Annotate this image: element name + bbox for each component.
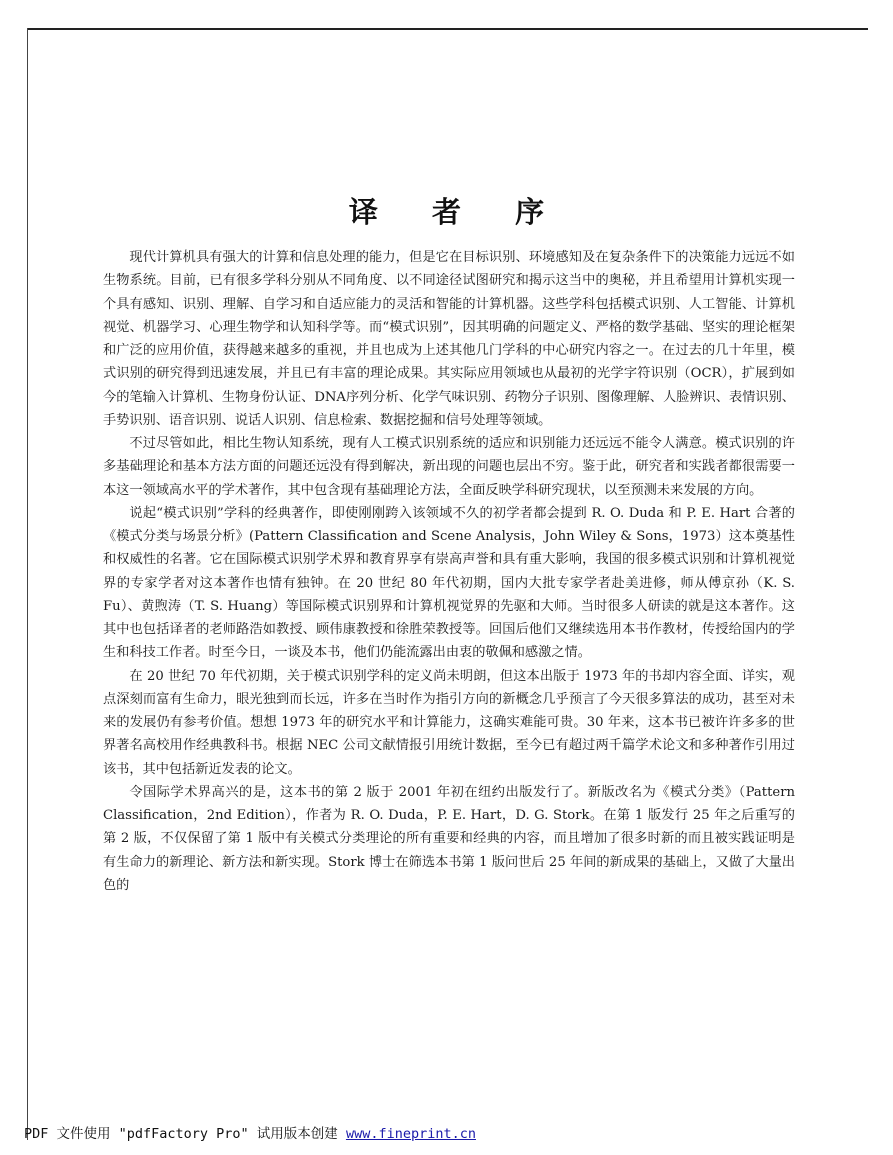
body-text bbox=[103, 246, 795, 897]
paragraph-2: 不过尽管如此，相比生物认知系统，现有人工模式识别系统的适应和识别能力还远远不能令人满意。模式识别的许多基础理论和基本方法方面的问题还远没有得到解决，新出现的问题也层出不穷。鉴于此，研究者和实践者都很需要一本这一领域高水平的学术著作，其中包含现有基础理论方法，全面反映学科研究现状，以至预测未来发展的方向。 bbox=[103, 436, 795, 498]
footer-text: PDF 文件使用 "pdfFactory Pro" 试用版本创建 bbox=[24, 1126, 346, 1142]
pdf-footer bbox=[24, 1122, 476, 1142]
footer-link[interactable]: www.fineprint.cn bbox=[345, 1126, 476, 1142]
paragraph-1: 现代计算机具有强大的计算和信息处理的能力，但是它在目标识别、环境感知及在复杂条件下的决策能力远远不如生物系统。目前，已有很多学科分别从不同角度、以不同途径试图研究和揭示这当中的奥秘，并且希望用计算机实现一个具有感知、识别、理解、自学习和自适应能力的灵活和智能的计算机器。这些学科包括模式识别、人工智能、计算机视觉、机器学习、心理生物学和认知科学等。而“模式识别”，因其明确的问题定义、严格的数学基础、坚实的理论框架和广泛的应用价值，获得越来越多的重视，并且也成为上述其他几门学科的中心研究内容之一。在过去的几十年里，模式识别的研究得到迅速发展，并且已有丰富的理论成果。其实际应用领域也从最初的光学字符识别（OCR），扩展到如今的笔输入计算机、生物身份认证、DNA序列分析、化学气味识别、药物分子识别、图像理解、人脸辨识、表情识别、手势识别、语音识别、说话人识别、信息检索、数据挖掘和信号处理等领域。 bbox=[103, 250, 795, 428]
top-border-rule bbox=[27, 28, 868, 30]
paragraph-5: 令国际学术界高兴的是，这本书的第 2 版于 2001 年初在纽约出版发行了。新版改名为《模式分类》（Pattern Classification，2nd Edition），作者为 R. O. Duda，P. E. Hart，D. G. Stork。在第 1 版发行 25 年之后重写的第 2 版，不仅保留了第 1 版中有关模式分类理论的所有重要和经典的内容，而且增加了很多时新的而且被实践证明是有生命力的新理论、新方法和新实现。Stork 博士在筛选本书第 1 版问世后 25 年间的新成果的基础上，又做了大量出色的 bbox=[103, 784, 795, 893]
paragraph-4: 在 20 世纪 70 年代初期，关于模式识别学科的定义尚未明朗，但这本出版于 1973 年的书却内容全面、详实，观点深刻而富有生命力，眼光独到而长远，许多在当时作为指引方向的新概念几乎预言了今天很多算法的成功，甚至对未来的发展仍有参考价值。想想 1973 年的研究水平和计算能力，这确实难能可贵。30 年来，这本书已被许许多多的世界著名高校用作经典教科书。根据 NEC 公司文献情报引用统计数据，至今已有超过两千篇学术论文和多种著作引用过该书，其中包括新近发表的论文。 bbox=[103, 668, 795, 777]
page-title: 译 者 序 bbox=[348, 195, 567, 229]
paragraph-3: 说起“模式识别”学科的经典著作，即使刚刚跨入该领域不久的初学者都会提到 R. O. Duda 和 P. E. Hart 合著的《模式分类与场景分析》(Pattern Classification and Scene Analysis，John Wiley & Sons，1973）这本奠基性和权威性的名著。它在国际模式识别学术界和教育界享有崇高声誉和具有重大影响，我国的很多模式识别和计算机视觉界的专家学者对这本著作也情有独钟。在 20 世纪 80 年代初期，国内大批专家学者赴美进修，师从傅京孙（K. S. Fu）、黄煦涛（T. S. Huang）等国际模式识别界和计算机视觉界的先驱和大师。当时很多人研读的就是这本著作。这其中也包括译者的老师路浩如教授、顾伟康教授和徐胜荣教授等。回国后他们又继续选用本书作教材，传授给国内的学生和科技工作者。时至今日，一谈及本书，他们仍能流露出由衷的敬佩和感激之情。 bbox=[103, 505, 795, 661]
